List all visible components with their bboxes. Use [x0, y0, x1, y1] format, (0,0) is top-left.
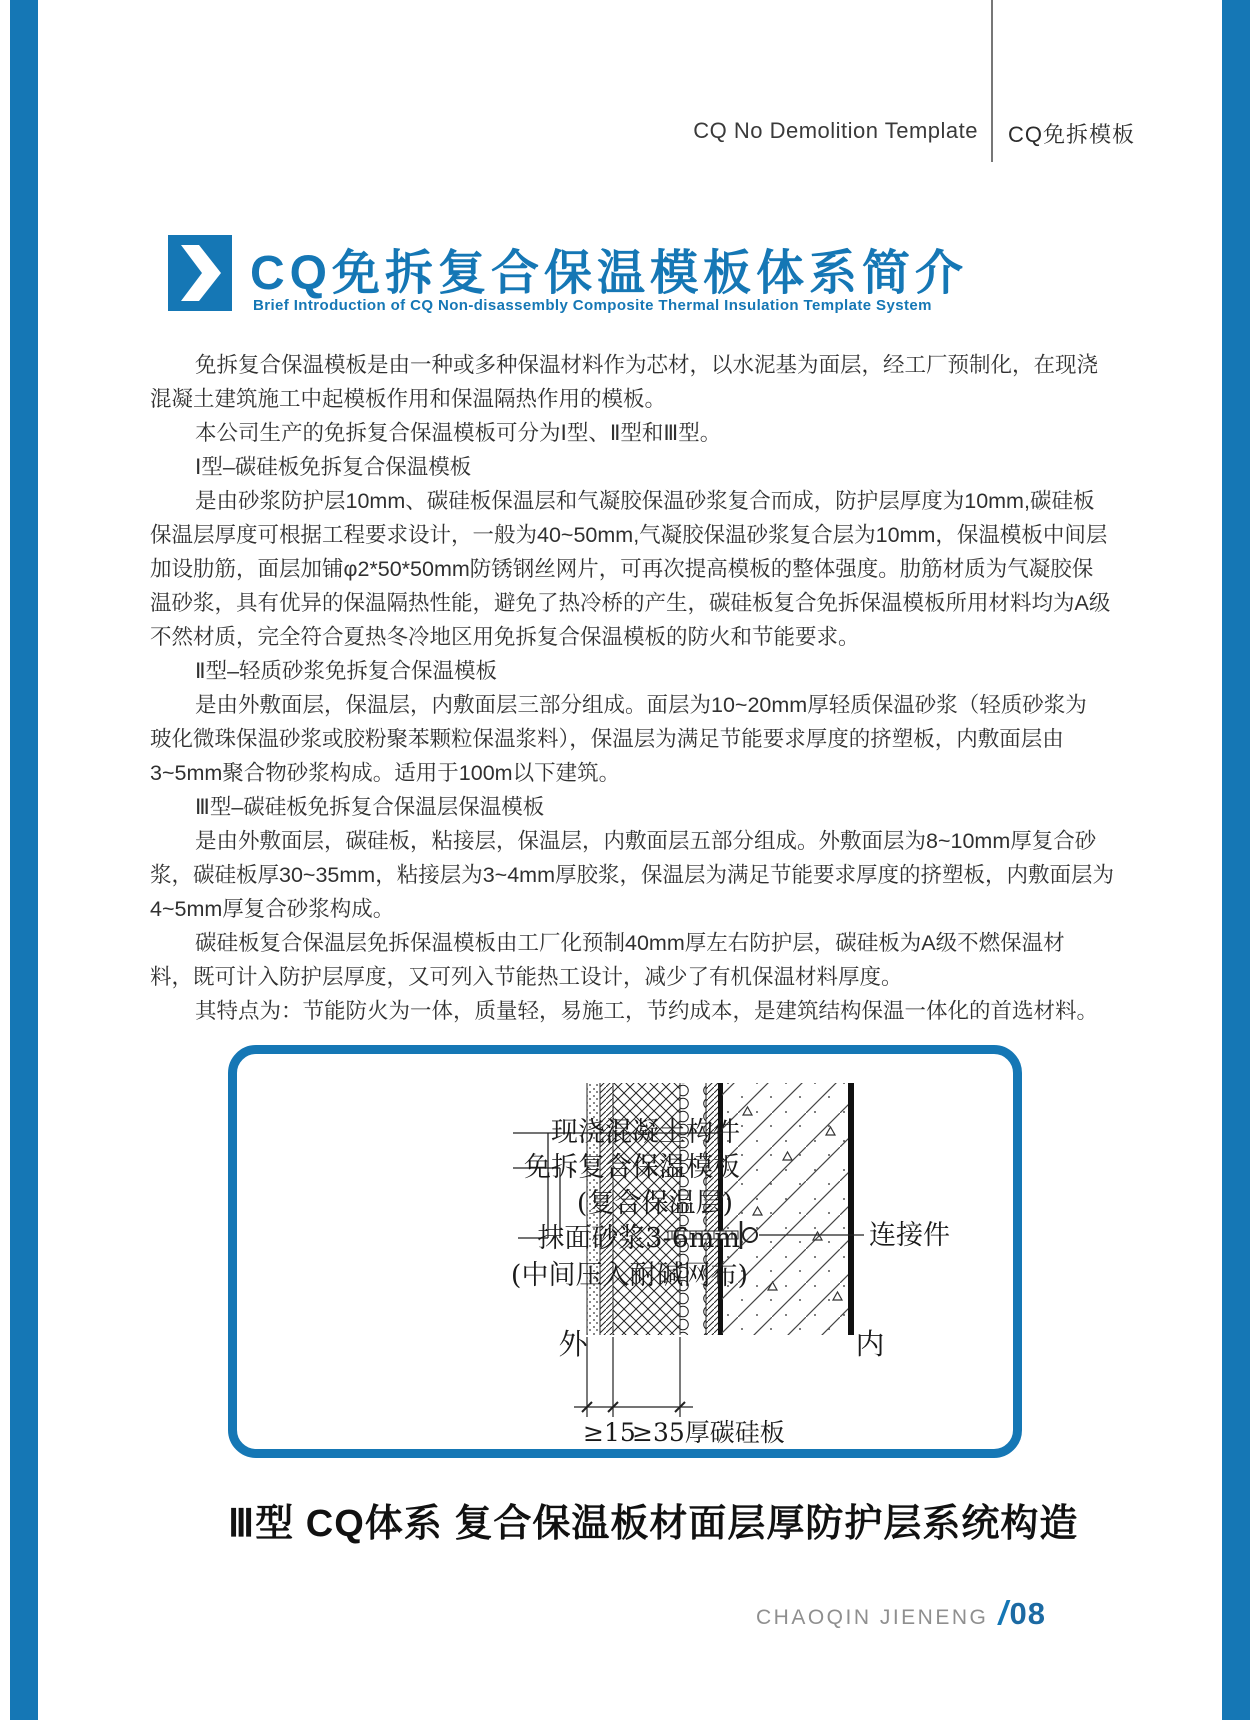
body-text-line: Ⅰ型–碳硅板免拆复合保温模板	[195, 455, 472, 479]
label-mortar: 抹面砂浆3-6mm	[537, 1223, 740, 1254]
page-footer	[560, 1594, 1046, 1632]
body-text-line: 碳硅板复合保温层免拆保温模板由工厂化预制40mm厚左右防护层，碳硅板为A级不燃保温材	[195, 931, 1065, 955]
body-text-line: 浆，碳硅板厚30~35mm，粘接层为3~4mm厚胶浆，保温层为满足节能要求厚度的挤塑板，内敷面层为	[150, 863, 1114, 887]
label-mortar-sub: (中间压入耐碱网布)	[510, 1260, 748, 1291]
body-text-line: 其特点为：节能防火为一体，质量轻，易施工，节约成本，是建筑结构保温一体化的首选材料。	[195, 999, 1099, 1023]
arrow-logo-icon	[168, 235, 232, 311]
section-title: CQ免拆复合保温模板体系简介	[250, 247, 969, 300]
body-text-line: 混凝土建筑施工中起模板作用和保温隔热作用的模板。	[150, 387, 667, 411]
wall-section-diagram	[228, 1045, 1022, 1458]
label-connector: 连接件	[869, 1220, 950, 1251]
body-text-line: 是由外敷面层，保温层，内敷面层三部分组成。面层为10~20mm厚轻质保温砂浆（轻质砂浆为	[195, 693, 1087, 717]
body-text-line: 料，既可计入防护层厚度，又可列入节能热工设计，减少了有机保温材料厚度。	[150, 965, 903, 989]
body-text	[150, 348, 1118, 1028]
label-formwork-sub: (复合保温层)	[576, 1188, 733, 1219]
arrow-chevron-icon	[168, 235, 232, 311]
dimension-text-second: ≥35厚碳硅板	[632, 1418, 785, 1447]
body-text-line: 4~5mm厚复合砂浆构成。	[150, 897, 395, 921]
body-text-line: 是由外敷面层，碳硅板，粘接层，保温层，内敷面层五部分组成。外敷面层为8~10mm厚复合砂	[195, 829, 1097, 853]
footer-slash: /	[998, 1594, 1008, 1631]
section-subtitle: Brief Introduction of CQ Non-disassembly Composite Thermal Insulation Template System	[253, 297, 932, 314]
body-text-line: 保温层厚度可根据工程要求设计，一般为40~50mm,气凝胶保温砂浆复合层为10mm，保温模板中间层	[150, 523, 1108, 547]
body-text-line: 是由砂浆防护层10mm、碳硅板保温层和气凝胶保温砂浆复合而成，防护层厚度为10mm,碳硅板	[195, 489, 1095, 513]
diagram-caption: Ⅲ型 CQ体系 复合保温板材面层厚防护层系统构造	[228, 1503, 1079, 1545]
body-text-line: Ⅲ型–碳硅板免拆复合保温层保温模板	[195, 795, 545, 819]
body-text-line: 本公司生产的免拆复合保温模板可分为Ⅰ型、Ⅱ型和Ⅲ型。	[195, 421, 722, 445]
body-text-line: 免拆复合保温模板是由一种或多种保温材料作为芯材，以水泥基为面层，经工厂预制化，在现浇	[195, 353, 1099, 377]
dimension-lines	[574, 1337, 693, 1417]
dimension-text-first: ≥15	[583, 1418, 636, 1447]
body-text-line: 加设肋筋，面层加铺φ2*50*50mm防锈钢丝网片，可再次提高模板的整体强度。肋筋材质为气凝胶保	[150, 557, 1094, 581]
concrete-dots	[722, 1083, 848, 1335]
label-inside: 内	[855, 1327, 885, 1361]
header-divider	[991, 0, 993, 162]
footer-page-number: 08	[1009, 1596, 1046, 1631]
body-text-line: 不然材质，完全符合夏热冬冷地区用免拆复合保温模板的防火和节能要求。	[150, 625, 860, 649]
inner-face-line	[848, 1083, 854, 1335]
label-formwork: 免拆复合保温模板	[524, 1152, 740, 1183]
body-text-line: 3~5mm聚合物砂浆构成。适用于100m以下建筑。	[150, 761, 621, 785]
body-text-line: 温砂浆，具有优异的保温隔热性能，避免了热冷桥的产生，碳硅板复合免拆保温模板所用材料均为A级	[150, 591, 1111, 615]
right-blue-bar	[1222, 0, 1250, 1720]
body-text-line: Ⅱ型–轻质砂浆免拆复合保温模板	[195, 659, 498, 683]
header-title-zh: CQ免拆模板	[1008, 122, 1136, 147]
label-outside: 外	[558, 1327, 588, 1361]
header-title-en: CQ No Demolition Template	[693, 118, 978, 143]
footer-brand: CHAOQIN JIENENG	[755, 1606, 989, 1629]
label-cast-in-place: 现浇混凝土构件	[551, 1117, 740, 1148]
left-blue-bar	[10, 0, 38, 1720]
body-text-line: 玻化微珠保温砂浆或胶粉聚苯颗粒保温浆料），保温层为满足节能要求厚度的挤塑板，内敷面层由	[150, 727, 1064, 751]
